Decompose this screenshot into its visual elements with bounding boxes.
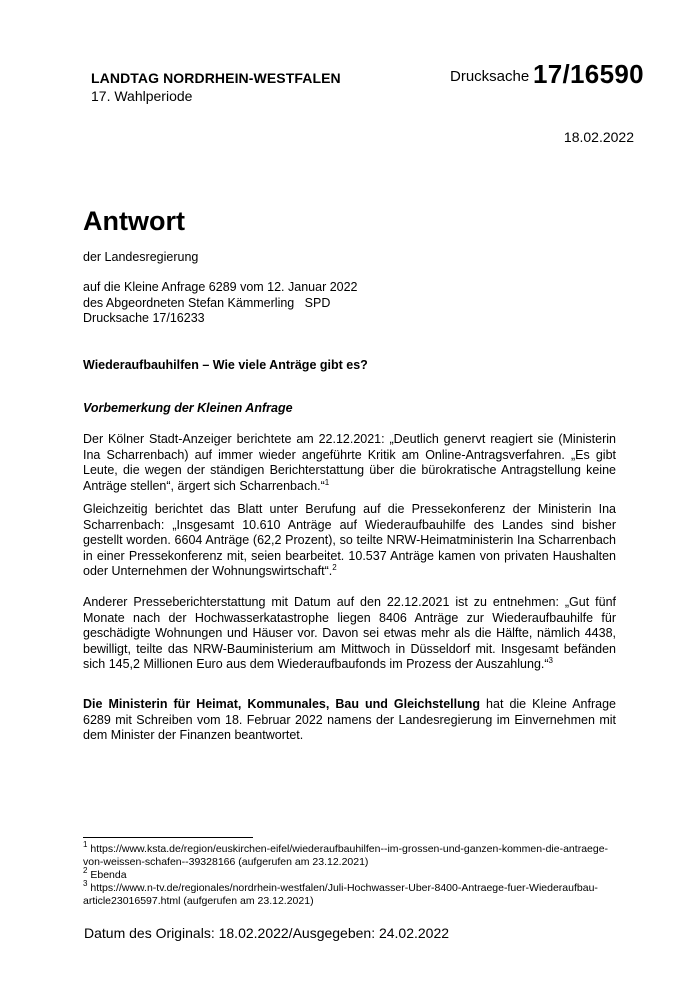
paragraph-2 [83,502,616,580]
footnote-ref-2: 2 [332,563,337,572]
footnote-ref-3: 3 [548,656,553,665]
drucksache-number: 17/16590 [533,59,644,89]
footnote-number: 2 [83,866,88,875]
paragraph-2-text: Gleichzeitig berichtet das Blatt unter Berufung auf die Pressekonferenz der Ministerin Ina Scharrenbach: „Insgesamt 10.610 Anträge auf Wiederaufbauhilfe des Landes sind bisher gestellt worden. 6604 Anträge (62,2 Prozent), so teilte NRW-Heimatministerin Ina Scharrenbach in einer Pressekonferenz mit, seien bearbeitet. 10.537 Anträge kamen von privaten Haushalten oder Unternehmen der Wohnungswirtschaft“. [83,502,616,578]
document-date: 18.02.2022 [563,129,634,145]
election-period: 17. Wahlperiode [91,88,193,104]
page-title: Antwort [83,206,185,236]
recipient-line: der Landesregierung [83,250,199,264]
footnote-ref-1: 1 [324,477,330,487]
footnote-3 [83,879,623,908]
footnote-text: Ebenda [87,869,127,881]
footnote-text: https://www.ksta.de/region/euskirchen-eifel/wiederaufbauhilfen--im-grossen-und-ganzen-kommen-die-antraege-von-weissen-schafen--39328166 (aufgerufen am 23.12.2021) [83,843,609,868]
footnote-divider [83,837,253,838]
footnote-number: 1 [83,840,88,849]
drucksache-label: Drucksache [450,68,530,85]
paragraph-4-text: hat die Kleine Anfrage 6289 mit Schreiben vom 18. Februar 2022 namens der Landesregierung im Einvernehmen mit dem Minister der Finanzen beantwortet. [83,697,616,742]
paragraph-3 [83,595,616,673]
paragraph-4 [83,697,616,744]
anfrage-line-1: auf die Kleine Anfrage 6289 vom 12. Januar 2022 [83,280,358,294]
footnotes [83,840,623,908]
vorbemerkung-heading: Vorbemerkung der Kleinen Anfrage [83,401,293,415]
anfrage-line-2: des Abgeordneten Stefan Kämmerling SPD [83,295,331,310]
anfrage-reference [83,280,616,327]
subject-heading: Wiederaufbauhilfen – Wie viele Anträge gibt es? [83,358,368,372]
footnote-text: https://www.n-tv.de/regionales/nordrhein-westfalen/Juli-Hochwasser-Uber-8400-Antraege-fuer-Wiederaufbau-article23016597.html (aufgerufen am 23.12.2021) [83,882,598,907]
minister-title: Die Ministerin für Heimat, Kommunales, Bau und Gleichstellung [83,697,481,711]
footnote-2 [83,866,623,882]
original-date-line: Datum des Originals: 18.02.2022/Ausgegeben: 24.02.2022 [84,925,450,941]
institution-name: LANDTAG NORDRHEIN-WESTFALEN [91,70,341,86]
anfrage-line-3: Drucksache 17/16233 [83,311,205,325]
footnote-number: 3 [83,879,88,888]
footnote-1 [83,840,623,869]
paragraph-1 [83,432,616,494]
paragraph-3-text: Anderer Presseberichterstattung mit Datum auf den 22.12.2021 ist zu entnehmen: „Gut fünf Monate nach der Hochwasserkatastrophe liegen 8406 Anträge zur Wiederaufbauhilfe für geschädigte Wohnungen und Häuser vor. Davon sei etwas mehr als die Hälfte, nämlich 4438, bewilligt, teilte das NRW-Bauministerium am Mittwoch in Düsseldorf mit. Insgesamt befänden sich 145,2 Millionen Euro aus dem Wiederaufbaufonds im Prozess der Auszahlung.“ [83,595,616,671]
paragraph-1-text: Der Kölner Stadt-Anzeiger berichtete am 22.12.2021: „Deutlich genervt reagiert sie (Ministerin Ina Scharrenbach) auf immer wieder angeführte Kritik am Online-Antragsverfahren. „Es gibt Leute, die wegen der ständigen Berichterstattung über die bürokratische Antragstellung keine Anträge stellen“, ärgert sich Scharrenbach.“ [83,432,616,493]
